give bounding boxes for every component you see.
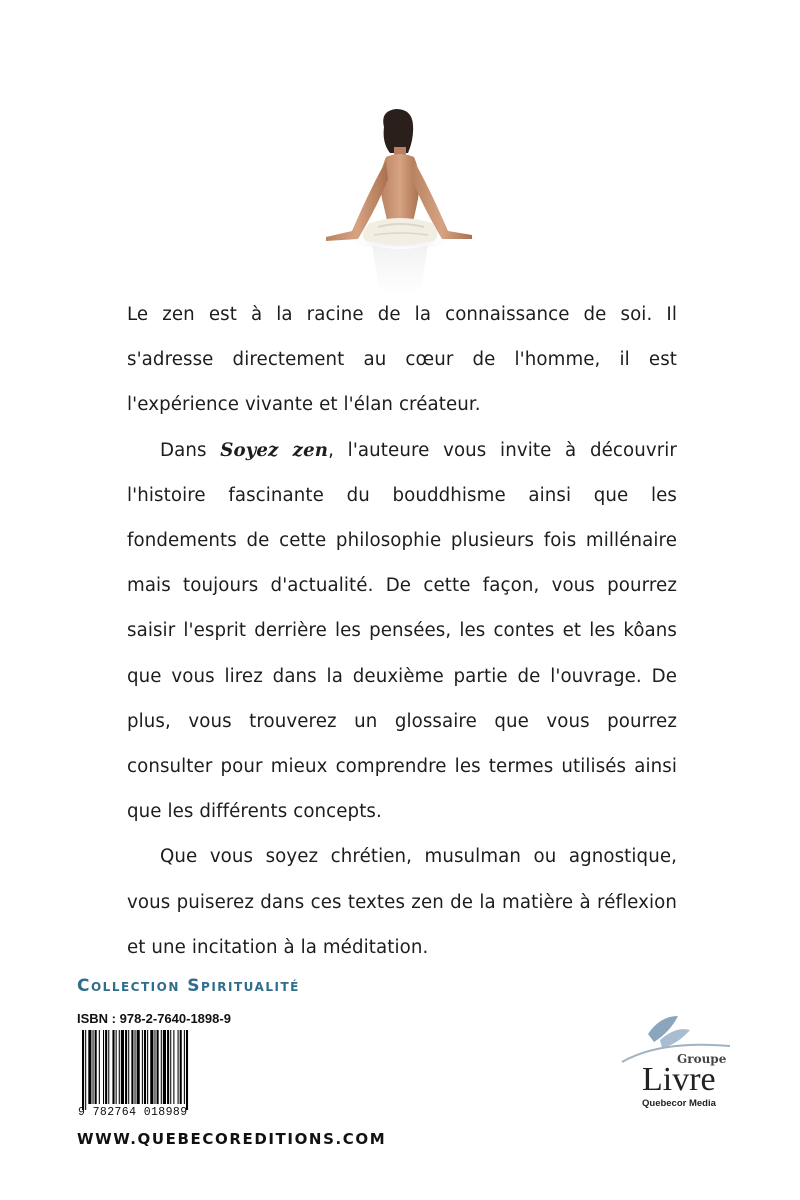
publisher-logo [620,1012,732,1112]
seated-woman-figure [300,95,500,295]
book-title: Soyez zen [220,439,329,461]
barcode-digits: 9 782764 018989 [78,1106,188,1119]
collection-label: Collection Spiritualité [77,976,300,996]
logo-quebecor-text: Quebecor Media [642,1098,716,1109]
paragraph-2-intro: Dans [160,439,221,461]
website-url: WWW.QUEBECOREDITIONS.COM [77,1130,387,1148]
paragraph-1: Le zen est à la racine de la connaissance de soi. Il s'adresse directement au cœur de l'homme, il est l'expérience vivante et l'élan créateur. [127,304,677,416]
logo-groupe-text: Groupe [677,1052,727,1066]
paragraph-3: Que vous soyez chrétien, musulman ou agnostique, vous puiserez dans ces textes zen de la matière à réflexion et une incitation à la méditation. [127,846,677,958]
isbn-label: ISBN : 978-2-7640-1898-9 [77,1011,231,1026]
paragraph-2-body: , l'auteure vous invite à découvrir l'histoire fascinante du bouddhisme ainsi que les fondements de cette philosophie plusieurs fois millénaire mais toujours d'actualité. De cette façon, vous pourrez saisir l'esprit derrière les pensées, les contes et les kôans que vous lirez dans la deuxième partie de l'ouvrage. De plus, vous trouverez un glossaire que vous pourrez consulter pour mieux comprendre les termes utilisés ainsi que les différents concepts. [127,439,678,823]
paragraph-2 [127,428,677,835]
logo-livre-text: Livre [642,1061,716,1098]
barcode-icon [80,1030,225,1110]
cover-illustration [300,95,500,295]
back-cover-description [127,292,677,970]
